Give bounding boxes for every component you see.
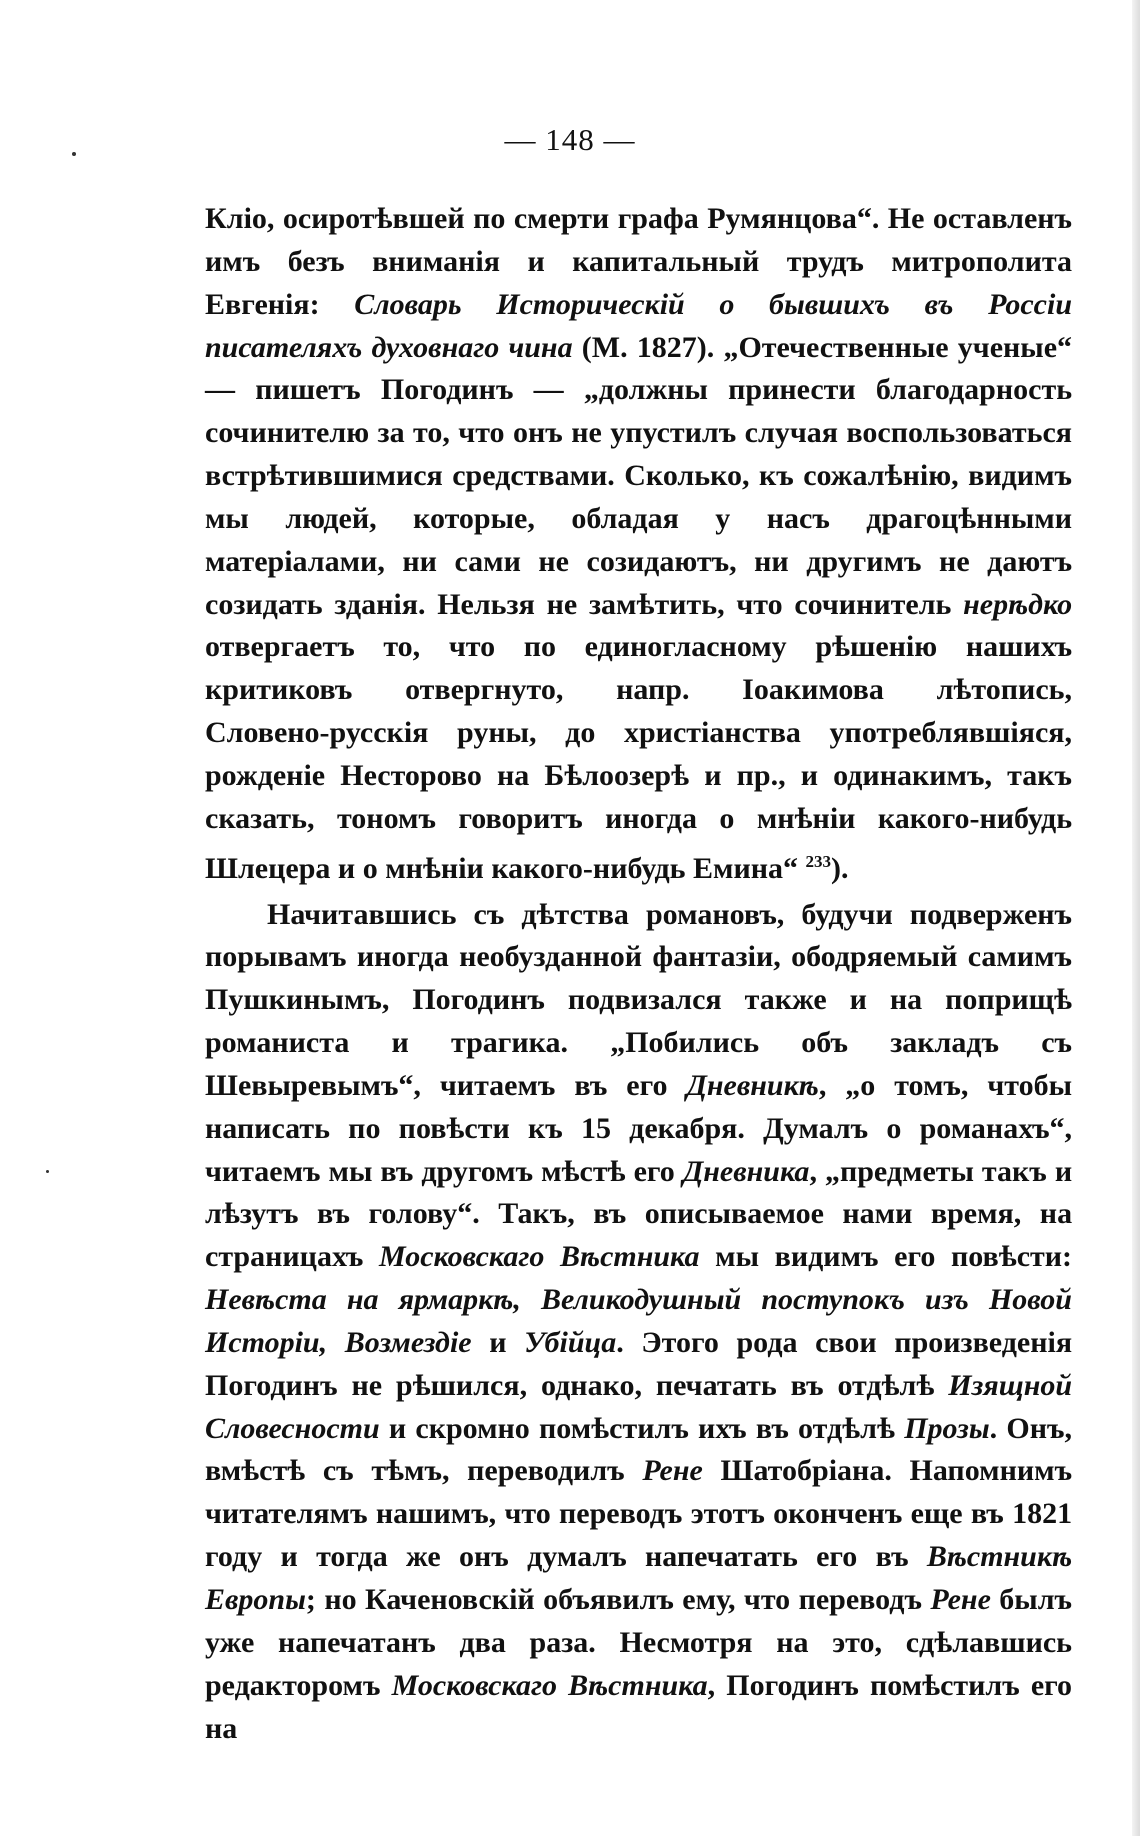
text-line: имъ безъ вниманія и капитальный трудъ митрополита (205, 244, 1072, 278)
text-line: Шевыревымъ“, читаемъ въ его Дневникѣ, „о томъ, чтобы (205, 1068, 1073, 1102)
text-line: Исторіи, Возмездіе и Убійца. Этого рода свои произведенія (205, 1325, 1073, 1359)
text-line: на (205, 1711, 238, 1745)
text-line: году и тогда же онъ думалъ напечатать его въ Вѣстникѣ (205, 1540, 1073, 1574)
paragraph-gap (205, 884, 1072, 894)
text-line: Евгенія: Словарь Историческій о бывшихъ въ Россіи (205, 287, 1073, 321)
text-line: рожденіе Несторово на Бѣлоозерѣ и пр., и одинакимъ, такъ (205, 758, 1072, 792)
text-line: сочинителю за то, что онъ не упустилъ случая воспользоваться (205, 416, 1072, 450)
text-line: порывамъ иногда необузданной фантазіи, ободряемый самимъ (205, 940, 1073, 974)
text-line: Европы; но Каченовскій объявилъ ему, что переводъ Рене былъ (205, 1583, 1073, 1616)
text-line: лѣзутъ въ голову“. Такъ, въ описываемое нами время, на (205, 1197, 1073, 1231)
page-number: — 148 — (504, 122, 636, 157)
text-line: отвергаетъ то, что по единогласному рѣшенію нашихъ (205, 630, 1073, 664)
text-line: Словено-русскія руны, до христіанства употреблявшіяся, (205, 716, 1072, 750)
text-line: Словесности и скромно помѣстилъ ихъ въ отдѣлѣ Прозы. Онъ, (205, 1411, 1072, 1445)
text-line: редакторомъ Московскаго Вѣстника, Погодинъ помѣстилъ его (205, 1668, 1073, 1702)
text-line: сказать, тономъ говоритъ иногда о мнѣніи какого-нибудь (205, 801, 1073, 835)
text-line: Шлецера и о мнѣніи какого-нибудь Емина“ $^{233}$). (205, 851, 849, 885)
text-line: матеріалами, ни сами не созидаютъ, ни другимъ не даютъ (205, 544, 1073, 578)
text-line: Начитавшись съ дѣтства романовъ, будучи подверженъ (267, 897, 1073, 931)
text-line: романиста и трагика. „Побились объ закладъ съ (205, 1026, 1073, 1060)
text-line: Кліо, осиротѣвшей по смерти графа Румянцова“. Не оставленъ (205, 202, 1073, 235)
text-line: Погодинъ не рѣшился, однако, печатать въ отдѣлѣ Изящной (205, 1368, 1073, 1402)
scan-speck (72, 152, 76, 156)
text-line: Невѣста на ярмаркѣ, Великодушный поступокъ изъ Новой (205, 1283, 1072, 1317)
body-text (205, 198, 1072, 1750)
text-line: критиковъ отвергнуто, напр. Іоакимова лѣтопись, (205, 673, 1073, 707)
text-line: созидать зданія. Нельзя не замѣтить, что сочинитель нерѣдко (205, 587, 1073, 621)
text-line: — пишетъ Погодинъ — „должны принести благодарность (205, 373, 1073, 407)
text-line: писателяхъ духовнаго чина (М. 1827). „Отечественные ученые“ (205, 330, 1073, 364)
page-edge (1132, 0, 1140, 1836)
text-line: страницахъ Московскаго Вѣстника мы видимъ его повѣсти: (205, 1240, 1073, 1274)
text-line: написать по повѣсти къ 15 декабря. Думалъ о романахъ“, (205, 1111, 1073, 1145)
text-line: встрѣтившимися средствами. Сколько, къ сожалѣнію, видимъ (205, 459, 1072, 493)
text-line: мы людей, которые, обладая у насъ драгоцѣнными (205, 501, 1073, 535)
text-line: читателямъ нашимъ, что переводъ этотъ оконченъ еще въ 1821 (205, 1497, 1073, 1531)
text-line: уже напечатанъ два раза. Несмотря на это, сдѣлавшись (205, 1625, 1073, 1659)
text-line: читаемъ мы въ другомъ мѣстѣ его Дневника, „предметы такъ и (205, 1154, 1073, 1188)
text-line: вмѣстѣ съ тѣмъ, переводилъ Рене Шатобріана. Напомнимъ (205, 1454, 1073, 1488)
scan-speck (46, 1170, 49, 1173)
text-line: Пушкинымъ, Погодинъ подвизался также и на поприщѣ (205, 983, 1072, 1017)
